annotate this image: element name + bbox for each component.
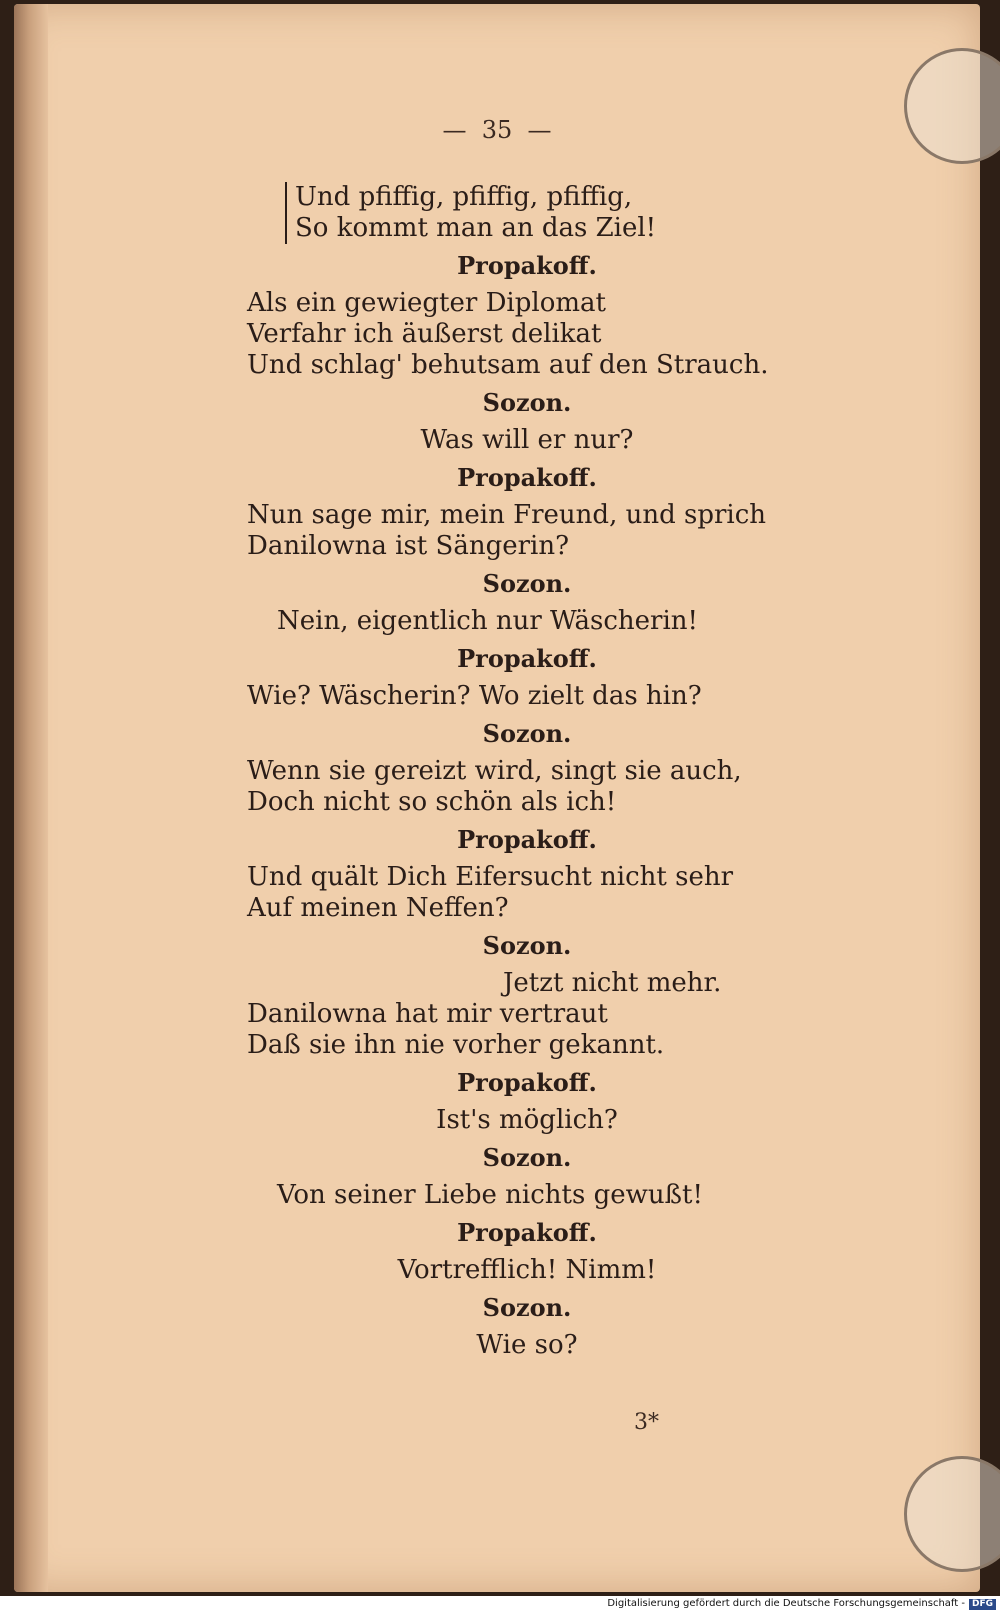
verse-line: Und quält Dich Eifersucht nicht sehr	[247, 862, 734, 892]
verse-line: Wie? Wäscherin? Wo zielt das hin?	[247, 681, 702, 711]
verse-line: Von seiner Liebe nichts gewußt!	[277, 1180, 703, 1210]
speaker-name: Sozon.	[482, 719, 572, 748]
speaker-name: Sozon.	[482, 569, 572, 598]
page-number: — 35 —	[442, 116, 552, 144]
dfg-logo-icon: DFG	[969, 1599, 996, 1610]
verse-line: So kommt man an das Ziel!	[295, 213, 657, 243]
speaker-name: Propakoff.	[457, 1068, 597, 1097]
speaker-name: Sozon.	[482, 931, 572, 960]
footer-credit: Digitalisierung gefördert durch die Deutsche Forschungsgemeinschaft -	[607, 1598, 965, 1609]
speaker-name: Propakoff.	[457, 251, 597, 280]
signature-mark: 3*	[634, 1410, 659, 1435]
verse-line: Doch nicht so schön als ich!	[247, 787, 617, 817]
speaker-name: Propakoff.	[457, 463, 597, 492]
verse-line: Und pfiffig, pfiffig, pfiffig,	[295, 182, 633, 212]
verse-line: Auf meinen Neffen?	[247, 893, 509, 923]
verse-line: Und schlag' behutsam auf den Strauch.	[247, 350, 769, 380]
page-clip-top	[904, 48, 1000, 164]
verse-line: Verfahr ich äußerst delikat	[247, 319, 602, 349]
verse-line: Nun sage mir, mein Freund, und sprich	[247, 500, 767, 530]
verse-line: Wie so?	[476, 1330, 578, 1360]
verse-line: Danilowna ist Sängerin?	[247, 531, 570, 561]
page-clip-bottom	[904, 1456, 1000, 1572]
speaker-name: Propakoff.	[457, 1218, 597, 1247]
verse-line: Als ein gewiegter Diplomat	[247, 288, 606, 318]
play-text	[247, 182, 807, 1361]
verse-line: Nein, eigentlich nur Wäscherin!	[277, 606, 698, 636]
speaker-name: Sozon.	[482, 1293, 572, 1322]
verse-line: Wenn sie gereizt wird, singt sie auch,	[247, 756, 742, 786]
verse-line: Was will er nur?	[420, 425, 634, 455]
opening-lines	[285, 182, 807, 244]
verse-line: Jetzt nicht mehr.	[503, 968, 722, 998]
verse-line: Daß sie ihn nie vorher gekannt.	[247, 1030, 665, 1060]
book-gutter	[14, 4, 48, 1592]
speaker-name: Propakoff.	[457, 825, 597, 854]
digitization-footer	[0, 1596, 1000, 1611]
speaker-name: Propakoff.	[457, 644, 597, 673]
verse-line: Danilowna hat mir vertraut	[247, 999, 608, 1029]
speaker-name: Sozon.	[482, 388, 572, 417]
verse-line: Ist's möglich?	[436, 1105, 618, 1135]
verse-line: Vortrefflich! Nimm!	[397, 1255, 657, 1285]
paper-page	[14, 4, 980, 1592]
speaker-name: Sozon.	[482, 1143, 572, 1172]
